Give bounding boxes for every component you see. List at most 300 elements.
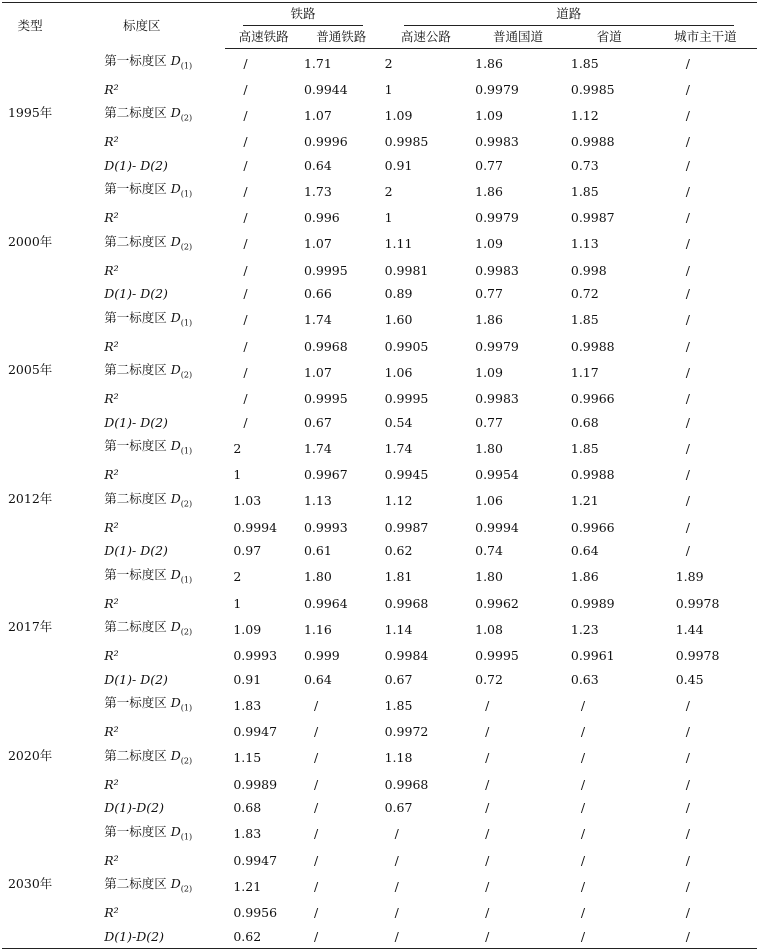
- value-cell: 1.81: [384, 569, 413, 585]
- value-cell: 1.06: [475, 493, 503, 509]
- zone-subscript: (2): [180, 627, 193, 637]
- value-cell: /: [685, 543, 690, 558]
- zone-symbol: R²: [104, 905, 119, 920]
- value-cell: 1.13: [570, 236, 599, 252]
- value-cell: /: [685, 157, 690, 173]
- value-cell: /: [580, 878, 586, 894]
- zone-symbol: D: [166, 695, 181, 710]
- value-cell: 1.07: [303, 364, 332, 380]
- value-cell: /: [243, 364, 248, 380]
- value-cell: /: [313, 776, 319, 792]
- zone-cell: [58, 101, 225, 130]
- zone-symbol: D(1)- D(2): [104, 286, 168, 301]
- value-cell: 1.09: [475, 107, 503, 123]
- value-cell: 1.21: [233, 878, 262, 894]
- value-cell: /: [485, 750, 490, 766]
- value-cell: 0.63: [570, 671, 599, 687]
- zone-cell: [58, 901, 225, 925]
- table-row: [2, 744, 757, 773]
- zone-cell: [58, 592, 225, 616]
- value-cell: /: [685, 312, 690, 328]
- zone-cell: [58, 230, 225, 259]
- zone-cell: [58, 49, 225, 78]
- value-cell: /: [580, 905, 586, 920]
- value-cell: 1.74: [384, 440, 413, 456]
- zone-label: 第二标度区: [104, 747, 167, 763]
- value-cell: 1.89: [675, 569, 704, 585]
- value-cell: /: [485, 776, 490, 792]
- value-cell: 0.9995: [303, 391, 348, 406]
- value-cell: /: [685, 134, 690, 149]
- value-cell: 0.9978: [675, 595, 720, 611]
- zone-symbol: R²: [104, 724, 119, 739]
- zone-subscript: (1): [180, 318, 193, 327]
- value-cell: 1.44: [675, 621, 704, 637]
- value-cell: /: [685, 493, 690, 509]
- value-cell: /: [580, 800, 586, 815]
- value-cell: /: [685, 800, 690, 815]
- value-cell: 0.77: [475, 157, 503, 173]
- zone-cell: [58, 668, 225, 692]
- table-row: [2, 516, 757, 540]
- value-cell: 1.12: [570, 107, 599, 123]
- value-cell: 0.68: [233, 800, 262, 815]
- zone-cell: [58, 282, 225, 306]
- zone-cell: [58, 487, 225, 516]
- value-cell: 0.64: [570, 543, 599, 558]
- table-row: [2, 925, 757, 949]
- value-cell: 0.89: [384, 286, 413, 301]
- value-cell: /: [485, 826, 490, 842]
- table-row: [2, 206, 757, 230]
- zone-subscript: (2): [180, 113, 193, 123]
- value-cell: /: [685, 107, 690, 123]
- value-cell: 0.9985: [384, 134, 429, 149]
- value-cell: 0.9994: [475, 519, 519, 535]
- value-cell: 0.9966: [570, 519, 615, 535]
- zone-label: 第二标度区: [104, 233, 167, 249]
- value-cell: /: [394, 905, 399, 920]
- value-cell: /: [313, 852, 319, 868]
- zone-symbol: D(1)- D(2): [104, 543, 168, 558]
- value-cell: /: [243, 210, 248, 225]
- value-cell: 0.9985: [570, 81, 615, 97]
- header-group-rail: 铁路: [225, 3, 380, 27]
- value-cell: /: [485, 697, 490, 713]
- value-cell: 0.62: [233, 928, 262, 944]
- zone-cell: [58, 516, 225, 540]
- table-row: [2, 434, 757, 463]
- value-cell: 0.9983: [475, 391, 519, 406]
- value-cell: 1.80: [303, 569, 332, 585]
- value-cell: 1.73: [303, 183, 332, 199]
- value-cell: /: [243, 262, 248, 278]
- zone-label: 第二标度区: [104, 876, 167, 891]
- value-cell: 2: [233, 440, 242, 456]
- value-cell: 0.9981: [384, 262, 429, 278]
- table-row: [2, 78, 757, 102]
- value-cell: 0.9979: [475, 210, 519, 225]
- value-cell: /: [313, 928, 319, 944]
- value-cell: 1.09: [233, 621, 262, 637]
- table-row: [2, 592, 757, 616]
- value-cell: 1.07: [303, 107, 332, 123]
- table-row: [2, 644, 757, 668]
- zone-symbol: D(1)-D(2): [104, 800, 164, 815]
- zone-subscript: (2): [180, 242, 193, 251]
- zone-symbol: D: [166, 490, 181, 506]
- value-cell: 2: [233, 569, 242, 585]
- zone-symbol: R²: [104, 391, 119, 406]
- table-row: [2, 773, 757, 797]
- zone-cell: [58, 177, 225, 206]
- value-cell: /: [685, 364, 690, 380]
- value-cell: /: [243, 107, 248, 123]
- zone-cell: [58, 387, 225, 411]
- value-cell: 1: [384, 210, 393, 225]
- year-cell: 2017年: [7, 619, 53, 634]
- value-cell: /: [243, 236, 248, 252]
- header-zone: 标度区: [123, 17, 161, 33]
- zone-symbol: D: [166, 309, 181, 325]
- value-cell: 0.9968: [303, 338, 348, 354]
- value-cell: 0.9979: [475, 81, 519, 97]
- value-cell: /: [580, 928, 586, 944]
- value-cell: 0.73: [570, 157, 599, 173]
- value-cell: 0.9972: [384, 724, 429, 739]
- value-cell: 0.72: [475, 671, 503, 687]
- zone-cell: [58, 358, 225, 387]
- value-cell: /: [243, 338, 248, 354]
- value-cell: 0.9944: [303, 81, 348, 97]
- table-row: [2, 358, 757, 387]
- table-row: [2, 49, 757, 78]
- zone-symbol: D: [166, 52, 181, 68]
- value-cell: 0.9995: [384, 391, 429, 406]
- value-cell: 1.03: [233, 493, 262, 509]
- value-cell: /: [685, 852, 690, 868]
- value-cell: 1.85: [384, 697, 413, 713]
- zone-symbol: D: [166, 747, 181, 763]
- value-cell: 0.77: [475, 286, 503, 301]
- value-cell: 0.67: [384, 671, 413, 687]
- table-row: [2, 463, 757, 487]
- value-cell: 0.9994: [233, 519, 278, 535]
- value-cell: 1.17: [570, 364, 599, 380]
- value-cell: 1.86: [475, 312, 503, 328]
- value-cell: 1.85: [570, 312, 599, 328]
- value-cell: 0.9989: [570, 595, 615, 611]
- zone-cell: [58, 615, 225, 644]
- value-cell: /: [685, 210, 690, 225]
- value-cell: 0.9945: [384, 467, 429, 482]
- value-cell: /: [685, 878, 690, 894]
- value-cell: /: [243, 134, 248, 149]
- zone-subscript: (1): [180, 61, 193, 70]
- zone-cell: [58, 539, 225, 563]
- table-row: [2, 901, 757, 925]
- value-cell: /: [394, 928, 399, 944]
- value-cell: 0.97: [233, 543, 262, 558]
- zone-symbol: R²: [104, 776, 119, 792]
- zone-cell: [58, 849, 225, 873]
- zone-symbol: D: [166, 362, 181, 377]
- zone-cell: [58, 563, 225, 592]
- zone-label: 第二标度区: [104, 105, 167, 120]
- zone-label: 第一标度区: [104, 823, 167, 839]
- value-cell: /: [685, 776, 690, 792]
- zone-label: 第一标度区: [104, 309, 167, 325]
- value-cell: 1.13: [303, 493, 332, 509]
- value-cell: 1.14: [384, 621, 413, 637]
- zone-cell: [58, 154, 225, 178]
- table-body: [2, 49, 757, 949]
- value-cell: /: [313, 724, 319, 739]
- zone-cell: [58, 872, 225, 901]
- value-cell: /: [243, 312, 248, 328]
- value-cell: 1.60: [384, 312, 413, 328]
- value-cell: /: [685, 286, 690, 301]
- value-cell: /: [313, 826, 319, 842]
- table-row: [2, 101, 757, 130]
- value-cell: 0.77: [475, 414, 503, 430]
- zone-symbol: D: [166, 105, 181, 120]
- value-cell: /: [685, 724, 690, 739]
- value-cell: 1.18: [384, 750, 413, 766]
- value-cell: /: [580, 697, 586, 713]
- value-cell: 1.85: [570, 183, 599, 199]
- value-cell: 0.62: [384, 543, 413, 558]
- table-header: [2, 3, 757, 49]
- value-cell: 0.67: [303, 414, 332, 430]
- value-cell: 0.9947: [233, 724, 278, 739]
- table-row: [2, 720, 757, 744]
- header-col-provincial-road: 省道: [565, 26, 654, 49]
- value-cell: /: [485, 800, 490, 815]
- value-cell: 1.80: [475, 440, 503, 456]
- value-cell: 0.9988: [570, 338, 615, 354]
- value-cell: /: [685, 414, 690, 430]
- value-cell: 2: [384, 55, 393, 71]
- zone-subscript: (1): [180, 832, 193, 841]
- table-row: [2, 259, 757, 283]
- zone-cell: [58, 744, 225, 773]
- header-col-expressway: 高速公路: [381, 26, 472, 49]
- value-cell: 1.12: [384, 493, 413, 509]
- value-cell: /: [580, 826, 586, 842]
- value-cell: /: [313, 697, 319, 713]
- value-cell: 0.9905: [384, 338, 429, 354]
- zone-label: 第一标度区: [104, 695, 167, 710]
- value-cell: 0.64: [303, 157, 332, 173]
- table-row: [2, 615, 757, 644]
- value-cell: 0.9978: [675, 648, 720, 663]
- value-cell: /: [243, 286, 248, 301]
- value-cell: 1.23: [570, 621, 599, 637]
- header-col-national-road: 普通国道: [471, 26, 565, 49]
- value-cell: 0.67: [384, 800, 413, 815]
- table-row: [2, 820, 757, 849]
- zone-subscript: (1): [180, 575, 193, 584]
- header-row-groups: [2, 3, 757, 27]
- value-cell: /: [485, 724, 490, 739]
- zone-symbol: D: [166, 181, 181, 196]
- year-cell: 2000年: [7, 233, 53, 249]
- value-cell: 1.07: [303, 236, 332, 252]
- value-cell: 1.09: [475, 364, 503, 380]
- table-row: [2, 411, 757, 435]
- zone-symbol: R²: [104, 134, 119, 149]
- table-row: [2, 130, 757, 154]
- header-col-rail: 普通铁路: [302, 26, 381, 49]
- value-cell: 0.9987: [570, 210, 615, 225]
- table-row: [2, 691, 757, 720]
- value-cell: 2: [384, 183, 393, 199]
- value-cell: 0.9995: [475, 648, 519, 663]
- value-cell: 0.74: [475, 543, 503, 558]
- value-cell: /: [394, 852, 399, 868]
- value-cell: 0.64: [303, 671, 332, 687]
- table-row: [2, 335, 757, 359]
- zone-subscript: (2): [180, 499, 193, 508]
- value-cell: /: [685, 826, 690, 842]
- zone-symbol: R²: [104, 648, 119, 663]
- value-cell: /: [685, 391, 690, 406]
- value-cell: /: [685, 236, 690, 252]
- table-row: [2, 230, 757, 259]
- value-cell: 0.9984: [384, 648, 429, 663]
- value-cell: 0.61: [303, 543, 332, 558]
- value-cell: 0.996: [303, 210, 340, 225]
- zone-cell: [58, 796, 225, 820]
- zone-cell: [58, 925, 225, 949]
- value-cell: 1.16: [303, 621, 332, 637]
- value-cell: 0.68: [570, 414, 599, 430]
- table-row: [2, 154, 757, 178]
- value-cell: 0.45: [675, 671, 704, 687]
- value-cell: /: [243, 55, 248, 71]
- year-cell: 2005年: [7, 362, 53, 377]
- value-cell: /: [313, 750, 319, 766]
- zone-cell: [58, 335, 225, 359]
- value-cell: /: [580, 750, 586, 766]
- value-cell: 0.999: [303, 648, 340, 663]
- table-row: [2, 306, 757, 335]
- zone-cell: [58, 463, 225, 487]
- zone-symbol: D(1)- D(2): [104, 671, 168, 687]
- value-cell: 0.9996: [303, 134, 348, 149]
- zone-cell: [58, 720, 225, 744]
- zone-label: 第一标度区: [104, 52, 167, 68]
- value-cell: 1.09: [475, 236, 503, 252]
- value-cell: 1.21: [570, 493, 599, 509]
- value-cell: 0.9989: [233, 776, 278, 792]
- value-cell: 0.9968: [384, 595, 429, 611]
- value-cell: 0.9993: [303, 519, 348, 535]
- value-cell: 0.9967: [303, 467, 348, 482]
- value-cell: /: [685, 905, 690, 920]
- value-cell: 0.9988: [570, 134, 615, 149]
- zone-symbol: D(1)- D(2): [104, 414, 168, 430]
- zone-cell: [58, 644, 225, 668]
- zone-symbol: D(1)-D(2): [104, 928, 164, 944]
- value-cell: 1.83: [233, 826, 262, 842]
- zone-symbol: R²: [104, 338, 119, 354]
- zone-symbol: R²: [104, 519, 119, 535]
- table-row: [2, 487, 757, 516]
- value-cell: 0.9954: [475, 467, 519, 482]
- year-cell: 2012年: [7, 490, 53, 506]
- value-cell: /: [394, 826, 399, 842]
- value-cell: /: [580, 776, 586, 792]
- zone-subscript: (2): [180, 370, 193, 380]
- header-group-road: 道路: [381, 3, 757, 27]
- value-cell: 1.06: [384, 364, 413, 380]
- value-cell: 1.74: [303, 312, 332, 328]
- value-cell: 1.15: [233, 750, 262, 766]
- zone-label: 第二标度区: [104, 362, 167, 377]
- value-cell: /: [243, 183, 248, 199]
- value-cell: 1.08: [475, 621, 503, 637]
- zone-symbol: R²: [104, 262, 119, 278]
- value-cell: 1.86: [570, 569, 599, 585]
- value-cell: /: [313, 905, 319, 920]
- value-cell: 0.9987: [384, 519, 429, 535]
- zone-symbol: R²: [104, 852, 119, 868]
- value-cell: 0.9983: [475, 134, 519, 149]
- value-cell: 1.11: [384, 236, 413, 252]
- value-cell: 0.9983: [475, 262, 519, 278]
- value-cell: 0.9995: [303, 262, 348, 278]
- value-cell: 0.72: [570, 286, 599, 301]
- value-cell: /: [243, 391, 248, 406]
- zone-label: 第二标度区: [104, 619, 167, 634]
- value-cell: /: [685, 440, 690, 456]
- value-cell: /: [313, 878, 319, 894]
- zone-symbol: R²: [104, 81, 119, 97]
- zone-subscript: (1): [180, 189, 193, 199]
- zone-cell: [58, 306, 225, 335]
- year-cell: 2030年: [7, 876, 53, 891]
- value-cell: 0.9979: [475, 338, 519, 354]
- zone-symbol: D: [166, 438, 181, 453]
- year-cell: 2020年: [7, 747, 53, 763]
- value-cell: 0.9988: [570, 467, 615, 482]
- value-cell: /: [685, 338, 690, 354]
- value-cell: 1.74: [303, 440, 332, 456]
- table-row: [2, 668, 757, 692]
- zone-subscript: (2): [180, 756, 193, 765]
- value-cell: 0.9962: [475, 595, 519, 611]
- value-cell: /: [685, 183, 690, 199]
- value-cell: /: [243, 81, 248, 97]
- value-cell: 0.91: [384, 157, 413, 173]
- fractal-dimension-table: [2, 2, 757, 949]
- zone-cell: [58, 691, 225, 720]
- value-cell: 1.80: [475, 569, 503, 585]
- value-cell: 1.71: [303, 55, 332, 71]
- value-cell: /: [243, 414, 248, 430]
- value-cell: /: [685, 81, 690, 97]
- table-row: [2, 177, 757, 206]
- table-row: [2, 387, 757, 411]
- table-row: [2, 872, 757, 901]
- value-cell: 0.9961: [570, 648, 615, 663]
- zone-cell: [58, 78, 225, 102]
- value-cell: /: [394, 878, 399, 894]
- zone-symbol: R²: [104, 595, 119, 611]
- zone-subscript: (2): [180, 884, 193, 894]
